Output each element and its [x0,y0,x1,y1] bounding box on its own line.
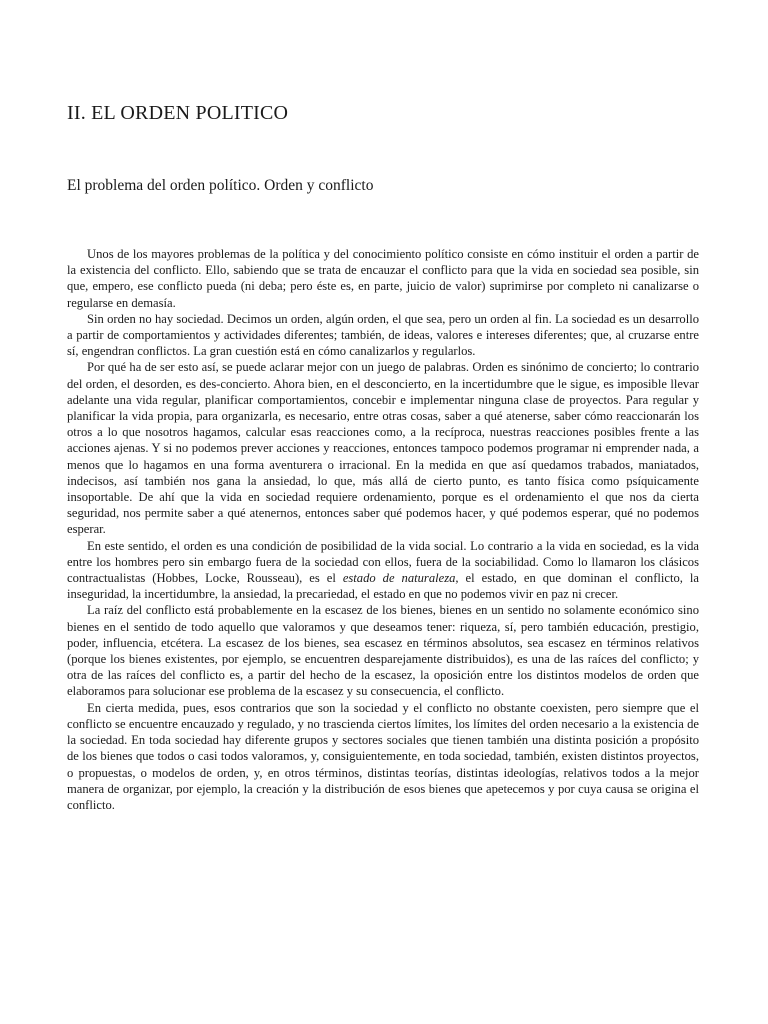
paragraph-5: La raíz del conflicto está probablemente en la escasez de los bienes, bienes en un sentido no solamente económico sino bienes en el sentido de todo aquello que valoramos y que deseamos tener: riqueza, sí, pero también educación, prestigio, poder, influencia, etcétera. La escasez de los bienes, sea escasez en términos absolutos, sea escasez en términos relativos (porque los bienes existentes, por ejemplo, se encuentren desparejamente distribuidos), es una de las raíces del conflicto; y otra de las raíces del conflicto es, a partir del hecho de la escasez, la oposición entre los distintos modelos de orden que elaboramos para solucionar ese problema de la escasez y su consecuencia, el conflicto. [67,603,699,699]
paragraph-4 [67,538,699,603]
paragraph-1: Unos de los mayores problemas de la política y del conocimiento político consiste en cómo instituir el orden a partir de la existencia del conflicto. Ello, sabiendo que se trata de encauzar el conflicto para que la vida en sociedad sea posible, sin que, empero, ese conflicto pueda (ni deba; pero éste es, en parte, juicio de valor) suprimirse por completo ni canalizarse o regularse en demasía. [67,247,699,310]
paragraph-6: En cierta medida, pues, esos contrarios que son la sociedad y el conflicto no obstante coexisten, pero siempre que el conflicto se encuentre encauzado y regulado, y no trascienda ciertos límites, los límites del orden necesario a la existencia de la sociedad. En toda sociedad hay diferente grupos y sectores sociales que tienen también una distinta posición a propósito de los bienes que todos o casi todos valoramos, y, consiguientemente, en toda sociedad, también, existen distintos proyectos, o propuestas, o modelos de orden, y, en otros términos, distintas teorías, distintas ideologías, relativos todos a la mejor manera de organizar, por ejemplo, la creación y la distribución de esos bienes que apetecemos y por cuya causa se origina el conflicto. [67,700,699,812]
paragraph-4-text-before: En este sentido, el orden es una condición de posibilidad de la vida social. Lo contrario a la vida en sociedad, es la vida entre los hombres pero sin embargo fuera de la sociedad con ellos, fuera de la sociabilidad. Como lo llamaron los clásicos contractualistas (Hobbes, Locke, Rousseau), es el [67,538,699,586]
paragraph-2: Sin orden no hay sociedad. Decimos un orden, algún orden, el que sea, pero un orden al fin. La sociedad es un desarrollo a partir de comportamientos y actividades diferentes; también, de ideas, valores e intereses diferentes; que, al cruzarse entre sí, engendran conflictos. La gran cuestión está en cómo canalizarlos y regularlos. [67,311,699,359]
body-text [67,246,699,813]
paragraph-4-italic-term: estado de naturaleza, [342,571,459,586]
paragraph-4-text-after: el estado, en que dominan el conflicto, la inseguridad, la incertidumbre, la ansiedad, la precariedad, el estado en que no podemos vivir en paz ni crecer. [67,571,699,602]
section-title: El problema del orden político. Orden y conflicto [67,177,374,194]
paragraph-3: Por qué ha de ser esto así, se puede aclarar mejor con un juego de palabras. Orden es sinónimo de concierto; lo contrario del orden, el desorden, es des-concierto. Ahora bien, en el desconcierto, en la incertidumbre que le sigue, es imposible llevar adelante una vida regular, planificar comportamientos, concebir e implementar ninguna clase de proyectos. Para regular y planificar la vida propia, para organizarla, es necesario, entre otras cosas, saber a qué atenerse, saber cómo reaccionarán los otros a lo que nosotros hagamos, calcular esas reacciones como, a la recíproca, nuestras reacciones posibles frente a las acciones ajenas. Y si no podemos prever acciones y reacciones, entonces tampoco podemos programar ni emprender nada, a menos que lo hagamos en una forma aventurera o irracional. En la medida en que así quedamos trabados, maniatados, indecisos, así también nos gana la ansiedad, lo que, más allá de cierto punto, es tanto física como psíquicamente insoportable. De ahí que la vida en sociedad requiere ordenamiento, porque es el ordenamiento el que nos da cierta seguridad, nos permite saber a qué atenernos, entonces saber qué podemos hacer, y qué podemos esperar, qué no podemos esperar. [67,360,699,537]
chapter-title: II. EL ORDEN POLITICO [67,102,289,124]
